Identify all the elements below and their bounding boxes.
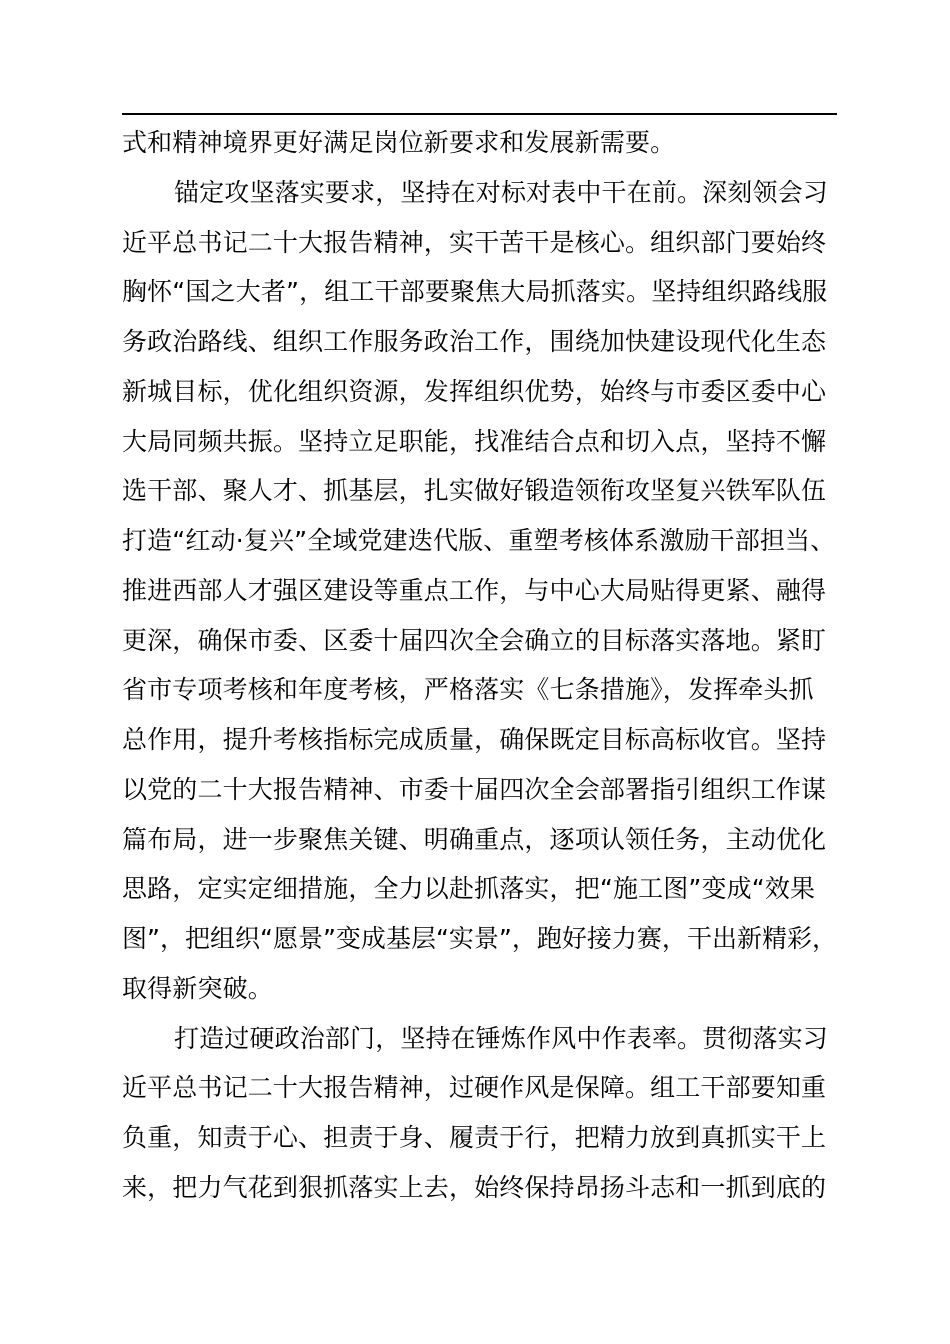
text-line-content: 打造过硬政治部门，坚持在锤炼作风中作表率。贯彻落实习: [174, 1023, 828, 1053]
text-line: [122, 168, 862, 218]
text-line: [122, 765, 862, 815]
text-line-content: 推进西部人才强区建设等重点工作，与中心大局贴得更紧、融得: [122, 575, 827, 605]
text-line-content: 图”，把组织“愿景”变成基层“实景”，跑好接力赛，干出新精彩，: [122, 924, 837, 953]
header-rule: [122, 113, 837, 115]
text-line: [122, 665, 862, 715]
text-line: [122, 616, 862, 666]
text-line-content: 省市专项考核和年度考核，严格落实《七条措施》，发挥牵头抓: [122, 675, 814, 705]
text-line: [122, 466, 862, 516]
text-line: [122, 864, 862, 914]
text-line: [122, 267, 862, 317]
text-line: [122, 317, 862, 367]
text-line: [122, 1014, 862, 1064]
text-line-content: 式和精神境界更好满足岗位新要求和发展新需要。: [122, 128, 676, 157]
text-line-content: 大局同频共振。坚持立足职能，找准结合点和切入点，坚持不懈: [122, 426, 827, 456]
text-line-content: 思路，定实定细措施，全力以赴抓落实，把“施工图”变成“效果: [122, 874, 816, 904]
text-line-content: 更深，确保市委、区委十届四次全会确立的目标落实落地。紧盯: [122, 625, 827, 655]
text-line: [122, 715, 862, 765]
text-line: [122, 1113, 862, 1163]
text-line-content: 负重，知责于心、担责于身、履责于行，把精力放到真抓实干上: [122, 1123, 827, 1152]
text-line: [122, 914, 862, 964]
text-line-content: 来，把力气花到狠抓落实上去，始终保持昂扬斗志和一抓到底的: [122, 1172, 827, 1202]
text-line: [122, 218, 862, 268]
text-line-content: 近平总书记二十大报告精神，过硬作风是保障。组工干部要知重: [122, 1073, 827, 1103]
text-line-content: 总作用，提升考核指标完成质量，确保既定目标高标收官。坚持: [122, 725, 827, 754]
text-line-content: 近平总书记二十大报告精神，实干苦干是核心。组织部门要始终: [122, 227, 827, 257]
text-line: [122, 516, 862, 566]
text-line: [122, 1163, 862, 1213]
text-line: [122, 815, 862, 865]
text-line-content: 新城目标，优化组织资源，发挥组织优势，始终与市委区委中心: [122, 376, 827, 406]
text-line-content: 胸怀“国之大者”，组工干部要聚焦大局抓落实。坚持组织路线服: [122, 277, 828, 307]
text-line-content: 打造“红动·复兴”全域党建迭代版、重塑考核体系激励干部担当、: [122, 526, 836, 555]
text-line: [122, 417, 862, 467]
text-line: [122, 566, 862, 616]
body-text: [122, 118, 862, 1213]
text-line-content: 以党的二十大报告精神、市委十届四次全会部署指引组织工作谋: [122, 774, 827, 804]
text-line: [122, 964, 862, 1014]
text-line-content: 取得新突破。: [122, 973, 273, 1003]
text-line: [122, 367, 862, 417]
text-line-content: 锚定攻坚落实要求，坚持在对标对表中干在前。深刻领会习: [174, 177, 828, 207]
text-line-content: 篇布局，进一步聚焦关键、明确重点，逐项认领任务，主动优化: [122, 824, 827, 854]
text-line: [122, 1063, 862, 1113]
text-line-content: 选干部、聚人才、抓基层，扎实做好锻造领衔攻坚复兴铁军队伍: [122, 476, 827, 506]
text-line: [122, 118, 862, 168]
text-line-content: 务政治路线、组织工作服务政治工作，围绕加快建设现代化生态: [122, 327, 827, 356]
